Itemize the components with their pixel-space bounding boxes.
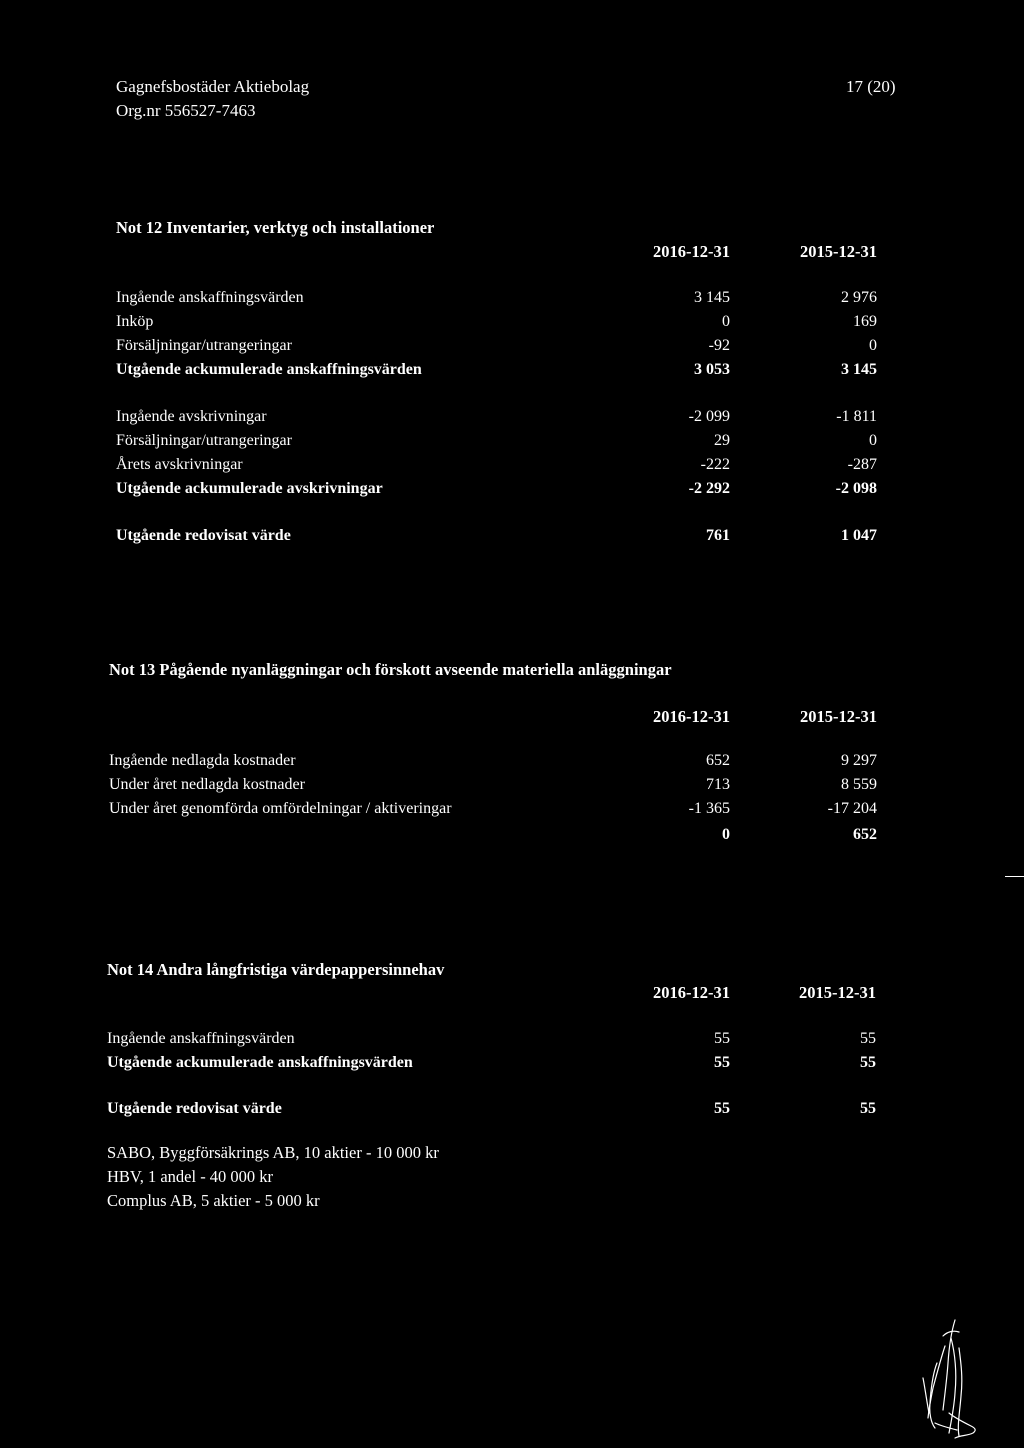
row-label: Försäljningar/utrangeringar [116, 337, 292, 354]
signature-mark [915, 1318, 985, 1443]
row-label: Utgående redovisat värde [107, 1100, 282, 1117]
value-2015: 9 297 [841, 752, 877, 769]
table-row [0, 432, 1024, 454]
row-label: Utgående ackumulerade anskaffningsvärden [116, 361, 422, 378]
note-12-col-2015: 2015-12-31 [800, 242, 877, 261]
note-13-col-2015: 2015-12-31 [800, 707, 877, 726]
value-2016: 55 [714, 1100, 730, 1117]
holding-item: HBV, 1 andel - 40 000 kr [107, 1167, 274, 1186]
table-row-total [0, 361, 1024, 383]
org-number: Org.nr 556527-7463 [116, 101, 256, 120]
table-row [0, 456, 1024, 478]
note-14-col-2016: 2016-12-31 [653, 983, 730, 1002]
row-label: Ingående nedlagda kostnader [109, 752, 296, 769]
table-row-total [0, 1054, 1024, 1076]
row-label: Ingående anskaffningsvärden [107, 1030, 295, 1047]
table-row-result [0, 527, 1024, 549]
table-row [0, 1030, 1024, 1052]
value-2016: 55 [714, 1054, 730, 1071]
value-2016: -2 292 [688, 480, 730, 497]
note-14-title: Not 14 Andra långfristiga värdepappersinnehav [107, 960, 445, 979]
value-2015: 652 [853, 826, 877, 843]
value-2015: 55 [860, 1100, 876, 1117]
value-2016: 761 [706, 527, 730, 544]
value-2016: 29 [714, 432, 730, 449]
holding-item: Complus AB, 5 aktier - 5 000 kr [107, 1191, 320, 1210]
row-label: Ingående anskaffningsvärden [116, 289, 304, 306]
table-row [0, 752, 1024, 774]
table-row [0, 313, 1024, 335]
value-2016: -2 099 [688, 408, 730, 425]
page-number: 17 (20) [846, 77, 896, 96]
value-2015: -1 811 [836, 408, 877, 425]
value-2015: 55 [860, 1054, 876, 1071]
table-row [0, 337, 1024, 359]
value-2015: -2 098 [835, 480, 877, 497]
value-2016: -1 365 [688, 800, 730, 817]
value-2016: 0 [722, 826, 730, 843]
company-name: Gagnefsbostäder Aktiebolag [116, 77, 310, 96]
value-2015: 1 047 [841, 527, 877, 544]
table-row [0, 776, 1024, 798]
row-label: Ingående avskrivningar [116, 408, 267, 425]
value-2015: 0 [869, 432, 877, 449]
table-row-total [0, 826, 1024, 848]
margin-mark [1005, 876, 1024, 877]
table-row [0, 408, 1024, 430]
value-2015: 169 [853, 313, 877, 330]
table-row [0, 289, 1024, 311]
row-label: Under året genomförda omfördelningar / aktiveringar [109, 800, 452, 817]
value-2016: -92 [708, 337, 730, 354]
value-2015: -287 [847, 456, 877, 473]
value-2015: -17 204 [827, 800, 877, 817]
value-2016: 713 [706, 776, 730, 793]
table-row-total [0, 480, 1024, 502]
value-2016: 55 [714, 1030, 730, 1047]
value-2015: 3 145 [841, 361, 877, 378]
value-2015: 55 [860, 1030, 876, 1047]
value-2016: 3 053 [694, 361, 730, 378]
value-2015: 0 [869, 337, 877, 354]
value-2016: 0 [722, 313, 730, 330]
value-2016: 3 145 [694, 289, 730, 306]
row-label: Utgående redovisat värde [116, 527, 291, 544]
value-2015: 2 976 [841, 289, 877, 306]
table-row [0, 800, 1024, 822]
value-2015: 8 559 [841, 776, 877, 793]
note-13-title: Not 13 Pågående nyanläggningar och förskott avseende materiella anläggningar [109, 660, 672, 679]
row-label: Utgående ackumulerade anskaffningsvärden [107, 1054, 413, 1071]
table-row-result [0, 1100, 1024, 1122]
row-label: Under året nedlagda kostnader [109, 776, 305, 793]
note-13-col-2016: 2016-12-31 [653, 707, 730, 726]
holding-item: SABO, Byggförsäkrings AB, 10 aktier - 10 000 kr [107, 1143, 439, 1162]
note-12-title: Not 12 Inventarier, verktyg och installationer [116, 218, 435, 237]
row-label: Inköp [116, 313, 154, 330]
row-label: Utgående ackumulerade avskrivningar [116, 480, 383, 497]
note-12-col-2016: 2016-12-31 [653, 242, 730, 261]
row-label: Försäljningar/utrangeringar [116, 432, 292, 449]
value-2016: -222 [700, 456, 730, 473]
note-14-col-2015: 2015-12-31 [799, 983, 876, 1002]
row-label: Årets avskrivningar [116, 456, 243, 473]
value-2016: 652 [706, 752, 730, 769]
